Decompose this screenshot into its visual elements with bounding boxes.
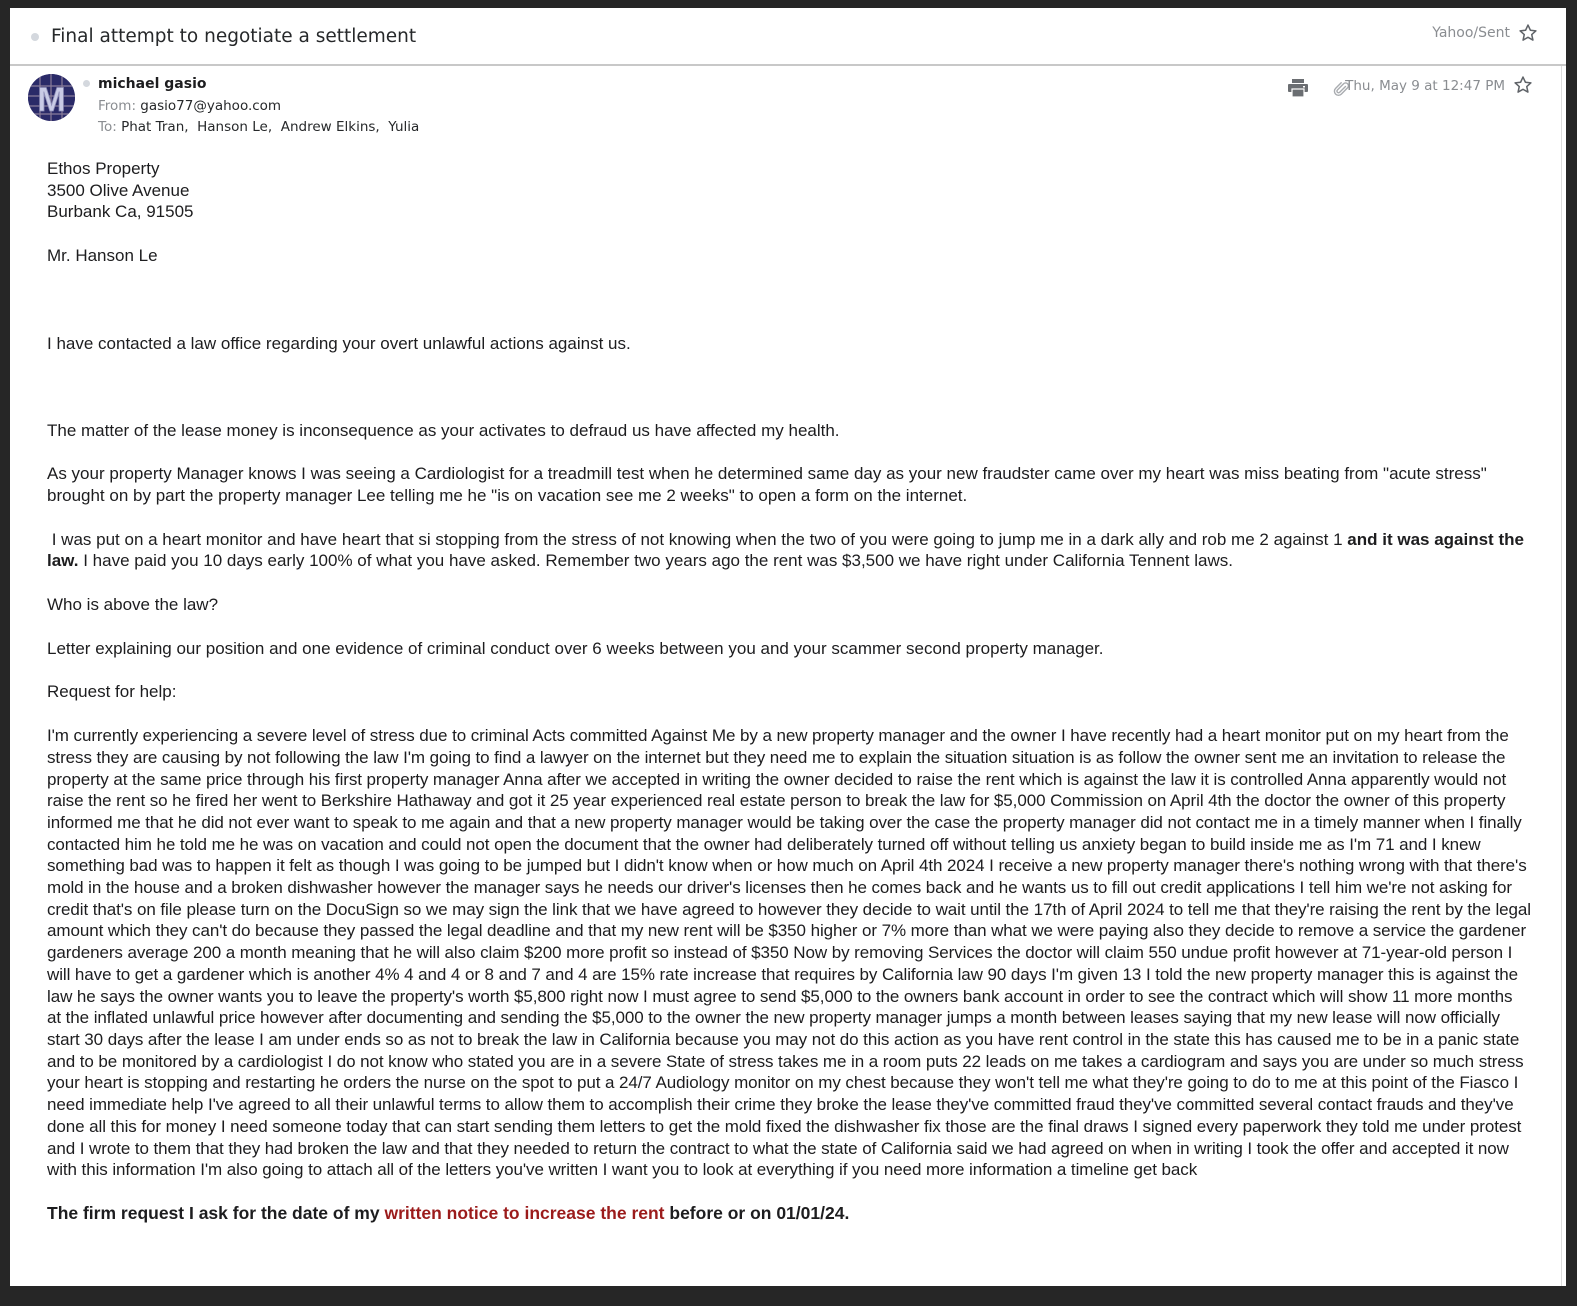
- paragraph: Who is above the law?: [47, 595, 219, 615]
- final-request: [47, 1203, 1531, 1225]
- address-line: Ethos Property: [47, 159, 160, 178]
- address-line: 3500 Olive Avenue: [47, 180, 190, 200]
- sender-name[interactable]: michael gasio: [98, 76, 207, 92]
- avatar[interactable]: [28, 74, 75, 121]
- message-pane: [10, 66, 1562, 1286]
- from-label: From:: [98, 98, 136, 114]
- recipients[interactable]: Phat Tran, Hanson Le, Andrew Elkins, Yulia: [121, 119, 420, 135]
- paragraph: Letter explaining our position and one evidence of criminal conduct over 6 weeks between you and your scammer second property manager.: [47, 638, 1104, 658]
- from-address[interactable]: gasio77@yahoo.com: [140, 98, 282, 114]
- paragraph: The matter of the lease money is inconsequence as your activates to defraud us have affected my health.: [47, 420, 840, 440]
- unread-dot-icon[interactable]: [31, 33, 39, 41]
- star-icon[interactable]: [1518, 23, 1538, 43]
- paragraph: Request for help:: [47, 682, 177, 702]
- from-line: [98, 98, 281, 114]
- sent-date: Thu, May 9 at 12:47 PM: [1345, 78, 1505, 94]
- email-window: [10, 8, 1566, 1286]
- paragraph: I have contacted a law office regarding your overt unlawful actions against us.: [47, 333, 631, 353]
- address-line: Burbank Ca, 91505: [47, 202, 194, 222]
- bold-text: and it was against the law.: [47, 529, 1524, 571]
- sender-status-dot-icon: [83, 80, 90, 87]
- final-text: The firm request I ask for the date of my: [47, 1202, 385, 1223]
- folder-label[interactable]: Yahoo/Sent: [1432, 25, 1510, 41]
- highlighted-text: written notice to increase the rent: [384, 1202, 665, 1223]
- email-subject: Final attempt to negotiate a settlement: [51, 26, 417, 47]
- star-icon[interactable]: [1513, 75, 1533, 95]
- subject-bar: [10, 8, 1566, 66]
- paragraph: As your property Manager knows I was seeing a Cardiologist for a treadmill test when he determined same day as your new fraudster came over my heart was miss beating from "acute stress" brought on by part the property manager Lee telling me he "is on vacation see me 2 weeks" to open a form on the internet.: [47, 464, 1487, 505]
- paragraph-text: I was put on a heart monitor and have heart that si stopping from the stress of not knowing when the two of you were going to jump me in a dark ally and rob me 2 against 1: [47, 529, 1348, 549]
- paragraph: [47, 529, 1531, 572]
- to-line: [98, 119, 419, 135]
- final-text: before or on 01/01/24.: [664, 1202, 850, 1223]
- print-icon[interactable]: [1287, 78, 1309, 98]
- paragraph-text: I have paid you 10 days early 100% of what you have asked. Remember two years ago the rent was $3,500 we have right under California Tennent laws.: [78, 551, 1233, 571]
- to-label: To:: [98, 119, 117, 135]
- svg-text:M: M: [37, 81, 66, 119]
- salutation: Mr. Hanson Le: [47, 246, 158, 266]
- email-body: [47, 158, 1531, 1225]
- paragraph: I'm currently experiencing a severe level of stress due to criminal Acts committed Against Me by a new property manager and the owner I have recently had a heart monitor put on my heart from the stress they are causing by not following the law I'm going to find a lawyer on the internet but they need me to explain the situation situation is as follow the owner sent me an invitation to release the property at the same price through his first property manager Anna after we accepted in writing the owner decided to raise the rent which is against the law it is controlled Anna apparently would not raise the rent so he fired her went to Berkshire Hathaway and got it 25 year experienced real estate person to break the law for $5,000 Commission on April 4th the doctor the owner of this property informed me that he did not ever want to speak to me again and that a new property manager would be taking over the case the property manager did not contact me in a timely manner when I finally contacted him he told me he was on vacation and could not open the document that the owner had deliberately turned off without telling us anxiety began to build inside me as I'm 71 and I knew something bad was to happen it felt as though I was going to be jumped but I didn't know when or how much on April 4th 2024 I receive a new property manager there's nothing wrong with that there's mold in the house and a broken dishwasher however the manager says he needs our driver's licenses then he comes back and he wants us to fill out credit applications I tell him we're not asking for credit that's on file please turn on the DocuSign so we may sign the link that we have agreed to however they decide to wait until the 17th of April 2024 to tell me that they're raising the rent by the legal amount which they can't do because they passed the legal deadline and that my new rent will be $350 higher or 7% more than what we were paying also they decide to remove a service the gardener gardeners average 200 a month meaning that he will also claim $200 more profit so instead of $350 Now by removing Services the doctor will claim 550 undue profit however at 71-year-old person I will have to get a gardener which is another 4% 4 and 4 or 8 and 7 and 4 are 15% rate increase that requires by California law 90 days I'm given 13 I told the new property manager this is against the law he says the owner wants you to leave the property's worth $5,800 right now I must agree to send $5,000 to the owners bank account in order to see the contract which will show 11 more months at the inflated unlawful price however after documenting and sending the $5,000 to the owner the new property manager jumps a month between leases saying that my new lease will now officially start 30 days after the lease I am under ends so as not to break the law in California because you may not do this action as you have rent control in the state this has caused me to be in a panic state and to be monitored by a cardiologist I do not know who stated you are in a severe State of stress takes me in a room puts 22 leads on me takes a cardiogram and says you are under so much stress your heart is stopping and restarting he orders the nurse on the spot to put a 24/7 Audiology monitor on my chest because they won't tell me what they're going to do to me at this point of the Fiasco I need immediate help I've agreed to all their unlawful terms to allow them to accomplish their crime they broke the lease they've committed fraud they've committed several contact frauds and they've done all this for money I need someone today that can start sending them letters to get the mold fixed the dishwasher fix those are the final draws I signed every paperwork they told me under protest and I wrote to them that they had broken the law and that they needed to return the contract to what the state of California said we had agreed on when in writing I took the offer and accepted it now with this information I'm also going to attach all of the letters you've written I want you to look at everything if you need more information a timeline get back: [47, 726, 1531, 1180]
